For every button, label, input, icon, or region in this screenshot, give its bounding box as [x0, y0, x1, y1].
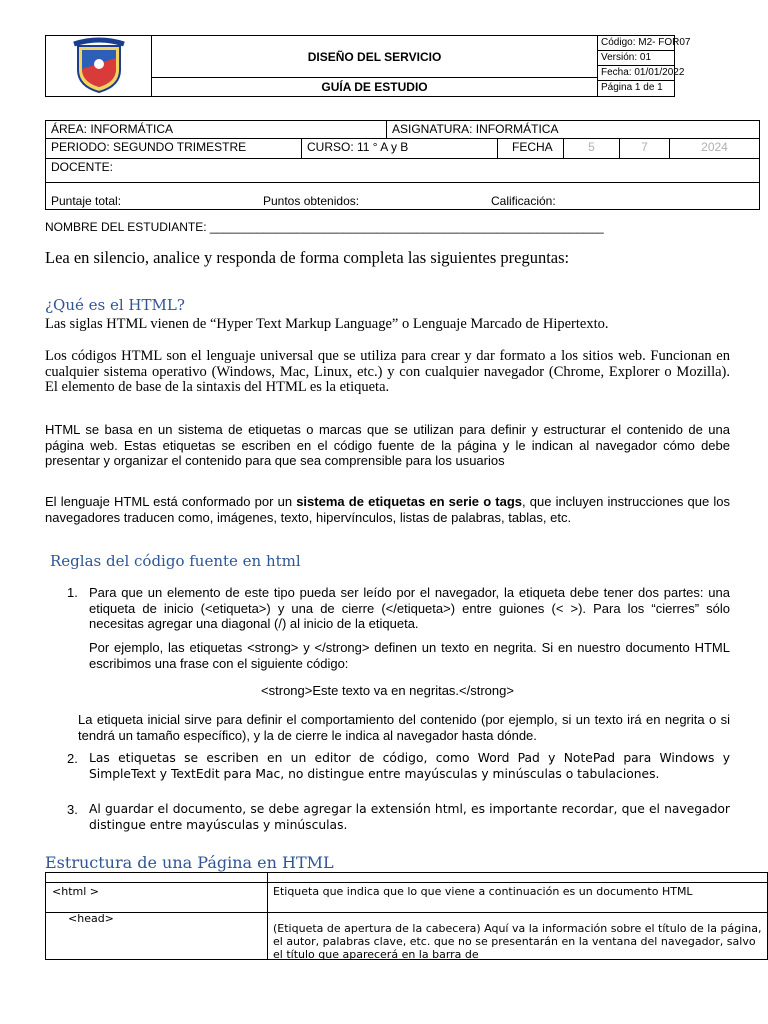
info-row-scores [46, 183, 759, 209]
list-number: 3. [67, 802, 78, 817]
table-cell-description: (Etiqueta de apertura de la cabecera) Aquí va la información sobre el título de la página, el autor, palabras clave, etc. que no se presentarán en la ventana del navegador, salvo el título que aparecerá en la barra de [273, 922, 762, 961]
bold-text: sistema de etiquetas en serie o tags [296, 494, 523, 509]
fecha-day: 5 [563, 139, 619, 158]
student-info-table [45, 120, 760, 210]
school-crest-logo [46, 36, 152, 96]
fecha-year: 2024 [669, 139, 759, 158]
header-metadata [598, 36, 691, 96]
document-version: Versión: 01 [598, 51, 674, 66]
section-heading-what-is-html: ¿Qué es el HTML? [45, 296, 185, 314]
instructions: Lea en silencio, analice y responda de forma completa las siguientes preguntas: [45, 248, 570, 267]
logo-cell [46, 36, 152, 96]
document-page: Página 1 de 1 [601, 82, 663, 93]
header-titles [152, 36, 598, 96]
docente-cell: DOCENTE: [51, 160, 114, 174]
fecha-label: FECHA [497, 139, 563, 158]
puntos-obtenidos: Puntos obtenidos: [263, 194, 360, 208]
header-subtitle: GUÍA DE ESTUDIO [321, 80, 428, 94]
curso-cell: CURSO: 11 ° A y B [301, 139, 497, 158]
table-row [46, 883, 767, 913]
document-date: Fecha: 01/01/2022 [598, 66, 674, 81]
html-structure-table [45, 872, 768, 960]
calificacion: Calificación: [491, 194, 556, 208]
document-header [45, 35, 691, 97]
info-row-docente [46, 159, 759, 183]
paragraph-html-acronym: Las siglas HTML vienen de “Hyper Text Markup Language” o Lenguaje Marcado de Hipertexto. [45, 316, 609, 332]
rule-item-3: Al guardar el documento, se debe agregar la extensión html, es importante recordar, que el navegador distingue entre mayúsculas y minúsculas. [89, 802, 730, 832]
periodo-cell: PERIODO: SEGUNDO TRIMESTRE [51, 140, 247, 154]
header-title: DISEÑO DEL SERVICIO [152, 36, 597, 78]
table-row [46, 913, 767, 959]
rule-item-1-example: Por ejemplo, las etiquetas <strong> y </strong> definen un texto en negrita. Si en nuestro documento HTML escribimos una frase con el siguiente código: [89, 640, 730, 671]
document-code: Código: M2- FOR07 [598, 36, 674, 51]
table-cell-tag: <head> [68, 912, 114, 925]
list-number: 1. [67, 585, 78, 600]
rule-item-1: Para que un elemento de este tipo pueda ser leído por el navegador, la etiqueta debe tener dos partes: una etiqueta de inicio (<etiqueta>) y una de cierre (</etiqueta>) entre guiones (< >). Para los “cierres” sólo necesitas agregar una diagonal (/) al inicio de la etiqueta. [89, 585, 730, 631]
code-example: <strong>Este texto va en negritas.</strong> [261, 683, 514, 698]
table-cell-tag: <html > [52, 885, 99, 898]
info-row-area [46, 121, 759, 139]
student-name-line: NOMBRE DEL ESTUDIANTE: ___________________________________________________________ [45, 220, 604, 234]
area-cell: ÁREA: INFORMÁTICA [51, 122, 174, 136]
paragraph-html-tags [45, 494, 730, 525]
table-header-row [46, 873, 767, 883]
rule-item-1-note: La etiqueta inicial sirve para definir el comportamiento del contenido (por ejemplo, si un texto irá en negrita o si tendrá un tamaño específico), y la de cierre le indica al navegador hasta dónde. [78, 712, 730, 743]
paragraph-text: El lenguaje HTML está conformado por un [45, 494, 297, 509]
section-heading-structure: Estructura de una Página en HTML [45, 853, 334, 872]
section-heading-rules: Reglas del código fuente en html [50, 552, 301, 570]
table-cell-description: Etiqueta que indica que lo que viene a continuación es un documento HTML [273, 885, 693, 898]
paragraph-text: , que incluyen instrucciones que los navegadores traducen como, imágenes, texto, hipervínculos, listas de palabras, tablas, etc. [45, 494, 730, 525]
paragraph-html-tags-system: HTML se basa en un sistema de etiquetas o marcas que se utilizan para definir y estructurar el contenido de una página web. Estas etiquetas se escriben en el código fuente de la página y le indican al navegador cómo debe presentar y organizar el contenido para que sea comprensible para los usuarios [45, 422, 730, 468]
rule-item-2: Las etiquetas se escriben en un editor de código, como Word Pad y NotePad para Windows y SimpleText y TextEdit para Mac, no distingue entre mayúsculas y minúsculas o tabulaciones. [89, 751, 730, 781]
list-number: 2. [67, 751, 78, 766]
asignatura-cell: ASIGNATURA: INFORMÁTICA [386, 121, 759, 138]
puntaje-total: Puntaje total: [51, 194, 122, 208]
info-row-periodo [46, 139, 759, 159]
fecha-month: 7 [619, 139, 669, 158]
paragraph-html-universal: Los códigos HTML son el lenguaje universal que se utiliza para crear y dar formato a los sitios web. Funcionan en cualquier sistema operativo (Windows, Mac, Linux, etc.) y con cualquier navegador (Chrome, Explorer o Mozilla). El elemento de base de la sintaxis del HTML es la etiqueta. [45, 348, 730, 396]
